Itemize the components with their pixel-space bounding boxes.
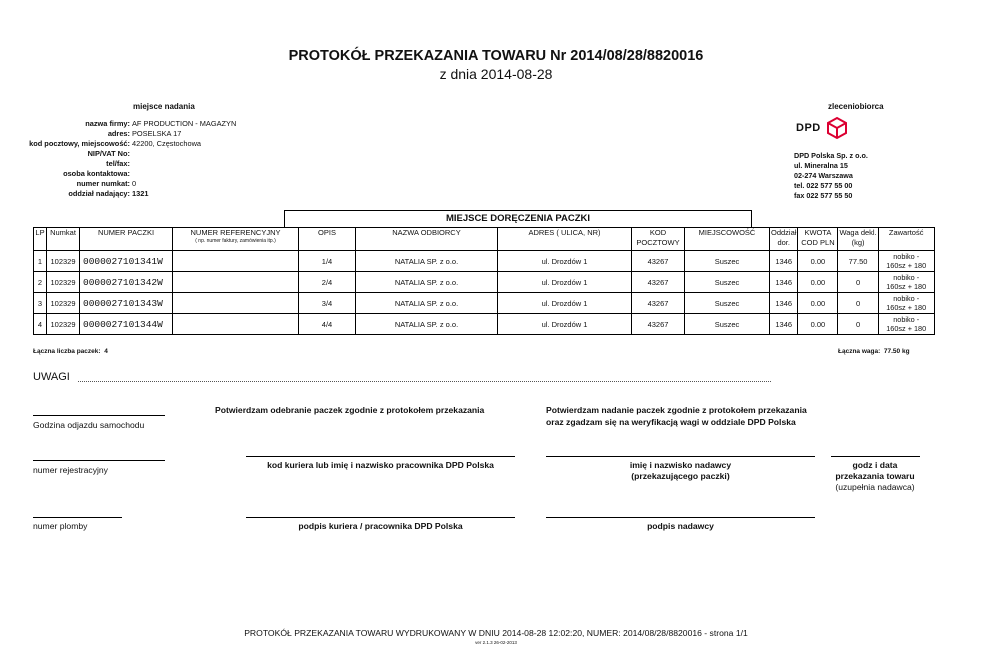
sender-value-company: AF PRODUCTION - MAGAZYN [132, 119, 237, 128]
cell-opis: 3/4 [299, 293, 356, 314]
cell-zip: 43267 [632, 293, 685, 314]
dpd-cube-icon [825, 116, 849, 140]
sender-label-company: nazwa firmy: [85, 119, 130, 128]
cell-address: ul. Drozdów 1 [498, 293, 632, 314]
total-count [33, 348, 108, 355]
cell-branch: 1346 [770, 293, 798, 314]
cell-city: Suszec [685, 251, 770, 272]
parcels-table [33, 227, 935, 335]
cell-numkat: 102329 [47, 314, 80, 335]
confirm-send-text [546, 404, 807, 428]
document-date: z dnia 2014-08-28 [439, 66, 553, 82]
col-header-weight [838, 228, 878, 251]
courier-code-line [246, 456, 515, 457]
cell-city: Suszec [685, 272, 770, 293]
col-header-address: ADRES ( ULICA, NR) [498, 228, 632, 251]
col-header-zip-line1: KOD [649, 228, 667, 237]
sender-value-branch: 1321 [132, 189, 149, 198]
sender-value-address: POSELSKA 17 [132, 129, 182, 138]
table-row [34, 293, 935, 314]
col-header-content: Zawartość [878, 228, 934, 251]
col-header-recipient: NAZWA ODBIORCY [356, 228, 498, 251]
col-header-parcel: NUMER PACZKI [80, 228, 173, 251]
col-header-branch-line1: Oddział [771, 228, 797, 237]
cell-parcel-number: 0000027101342W [80, 272, 173, 293]
col-header-weight-line2: (kg) [851, 238, 865, 247]
cell-content-line2: 160sz + 180 [886, 303, 927, 312]
cell-numkat: 102329 [47, 251, 80, 272]
sender-label-contact: osoba kontaktowa: [63, 169, 130, 178]
cell-address: ul. Drozdów 1 [498, 314, 632, 335]
cell-weight: 0 [838, 314, 878, 335]
col-header-branch-line2: dor. [777, 238, 790, 247]
sender-label-address: adres: [107, 129, 130, 138]
seal-line [33, 517, 122, 518]
destination-section-title: MIEJSCE DORĘCZENIA PACZKI [284, 210, 752, 227]
col-header-weight-line1: Waga dekl. [839, 228, 877, 237]
cell-weight: 0 [838, 272, 878, 293]
cell-opis: 2/4 [299, 272, 356, 293]
registration-line [33, 460, 165, 461]
sender-name-label [546, 460, 815, 482]
cell-numkat: 102329 [47, 293, 80, 314]
sender-heading: miejsce nadania [133, 102, 195, 111]
footer-version: ver 2.1.3 26-02-2013 [475, 640, 517, 645]
cell-lp: 2 [34, 272, 47, 293]
document-title: PROTOKÓŁ PRZEKAZANIA TOWARU Nr 2014/08/28/8820016 [288, 48, 704, 64]
cell-content [878, 272, 934, 293]
total-weight [838, 348, 910, 355]
client-line: fax 022 577 55 50 [794, 191, 853, 200]
datetime-line2: przekazania towaru [835, 471, 915, 481]
cell-content-line1: nobiko - [893, 315, 920, 324]
total-weight-value: 77.50 kg [883, 348, 910, 355]
dpd-logo [796, 116, 849, 140]
cell-address: ul. Drozdów 1 [498, 272, 632, 293]
sender-name-line [546, 456, 815, 457]
cell-content-line2: 160sz + 180 [886, 282, 927, 291]
cell-reference [173, 272, 299, 293]
client-line: tel. 022 577 55 00 [794, 181, 853, 190]
col-header-zip [632, 228, 685, 251]
table-row [34, 251, 935, 272]
footer-text: PROTOKÓŁ PRZEKAZANIA TOWARU WYDRUKOWANY W DNIU 2014-08-28 12:02:20, NUMER: 2014/08/28/8820016 - strona 1/1 [244, 628, 748, 638]
total-weight-label: Łączna waga: [838, 348, 881, 355]
departure-time-line [33, 415, 165, 416]
client-line: ul. Mineralna 15 [794, 161, 848, 170]
notes-line [78, 381, 771, 382]
sender-label-nip: NIP/VAT No: [87, 149, 130, 158]
sender-label-numkat: numer numkat: [76, 179, 130, 188]
cell-content-line1: nobiko - [893, 294, 920, 303]
confirm-send-line2: oraz zgadzam się na weryfikacją wagi w oddziale DPD Polska [546, 417, 796, 427]
client-line: 02-274 Warszawa [794, 171, 853, 180]
cell-recipient: NATALIA SP. z o.o. [356, 272, 498, 293]
sender-label-zip: kod pocztowy, miejscowość: [29, 139, 130, 148]
client-line: DPD Polska Sp. z o.o. [794, 151, 868, 160]
cell-content [878, 314, 934, 335]
cell-zip: 43267 [632, 272, 685, 293]
col-header-cod [798, 228, 838, 251]
table-header-row [34, 228, 935, 251]
datetime-label [818, 460, 932, 493]
cell-cod: 0.00 [798, 272, 838, 293]
cell-opis: 4/4 [299, 314, 356, 335]
cell-content-line2: 160sz + 180 [886, 324, 927, 333]
cell-parcel-number: 0000027101344W [80, 314, 173, 335]
col-header-lp: LP [34, 228, 47, 251]
cell-reference [173, 314, 299, 335]
courier-sign-line [246, 517, 515, 518]
col-header-cod-line1: KWOTA [804, 228, 832, 237]
cell-cod: 0.00 [798, 251, 838, 272]
table-row [34, 272, 935, 293]
dpd-logo-text: DPD [796, 122, 821, 134]
cell-opis: 1/4 [299, 251, 356, 272]
departure-time-label: Godzina odjazdu samochodu [33, 420, 145, 430]
registration-label: numer rejestracyjny [33, 465, 108, 475]
cell-numkat: 102329 [47, 272, 80, 293]
sender-sign-label: podpis nadawcy [647, 521, 714, 531]
cell-content [878, 293, 934, 314]
cell-recipient: NATALIA SP. z o.o. [356, 251, 498, 272]
col-header-numkat: Numkat [47, 228, 80, 251]
datetime-line1: godz i data [852, 460, 898, 470]
cell-lp: 4 [34, 314, 47, 335]
col-header-ref [173, 228, 299, 251]
cell-branch: 1346 [770, 272, 798, 293]
cell-lp: 3 [34, 293, 47, 314]
col-header-zip-line2: POCZTOWY [636, 238, 680, 247]
datetime-line3: (uzupełnia nadawca) [835, 482, 915, 492]
courier-code-label: kod kuriera lub imię i nazwisko pracownika DPD Polska [267, 460, 494, 470]
col-header-ref-hint: ( np. numer faktury, zamówienia itp.) [195, 238, 276, 244]
confirm-send-line1: Potwierdzam nadanie paczek zgodnie z protokołem przekazania [546, 405, 807, 415]
table-row [34, 314, 935, 335]
cell-city: Suszec [685, 314, 770, 335]
cell-parcel-number: 0000027101341W [80, 251, 173, 272]
cell-recipient: NATALIA SP. z o.o. [356, 293, 498, 314]
cell-weight: 77.50 [838, 251, 878, 272]
cell-recipient: NATALIA SP. z o.o. [356, 314, 498, 335]
confirm-receipt-text: Potwierdzam odebranie paczek zgodnie z protokołem przekazania [215, 405, 485, 415]
cell-zip: 43267 [632, 314, 685, 335]
seal-label: numer plomby [33, 521, 88, 531]
cell-content [878, 251, 934, 272]
cell-address: ul. Drozdów 1 [498, 251, 632, 272]
cell-city: Suszec [685, 293, 770, 314]
sender-name-line2: (przekazującego paczki) [631, 471, 730, 481]
cell-parcel-number: 0000027101343W [80, 293, 173, 314]
cell-weight: 0 [838, 293, 878, 314]
sender-name-line1: imię i nazwisko nadawcy [629, 460, 732, 470]
col-header-opis: OPIS [299, 228, 356, 251]
cell-content-line1: nobiko - [893, 252, 920, 261]
courier-sign-label: podpis kuriera / pracownika DPD Polska [298, 521, 463, 531]
cell-reference [173, 293, 299, 314]
client-heading: zleceniobiorca [828, 102, 884, 111]
cell-branch: 1346 [770, 314, 798, 335]
col-header-city: MIEJSCOWOŚĆ [685, 228, 770, 251]
col-header-ref-title: NUMER REFERENCYJNY [190, 228, 281, 237]
total-count-label: Łączna liczba paczek: [33, 348, 101, 355]
total-count-value: 4 [104, 348, 108, 355]
notes-label: UWAGI [33, 371, 70, 383]
cell-lp: 1 [34, 251, 47, 272]
sender-label-phone: tel/fax: [106, 159, 130, 168]
sender-label-branch: oddział nadający: [68, 189, 130, 198]
cell-branch: 1346 [770, 251, 798, 272]
cell-cod: 0.00 [798, 314, 838, 335]
sender-sign-line [546, 517, 815, 518]
cell-content-line2: 160sz + 180 [886, 261, 927, 270]
cell-cod: 0.00 [798, 293, 838, 314]
col-header-cod-line2: COD PLN [801, 238, 835, 247]
sender-value-zip: 42200, Częstochowa [132, 139, 202, 148]
cell-content-line1: nobiko - [893, 273, 920, 282]
col-header-branch [770, 228, 798, 251]
cell-zip: 43267 [632, 251, 685, 272]
sender-value-numkat: 0 [132, 179, 137, 188]
datetime-line [831, 456, 920, 457]
cell-reference [173, 251, 299, 272]
